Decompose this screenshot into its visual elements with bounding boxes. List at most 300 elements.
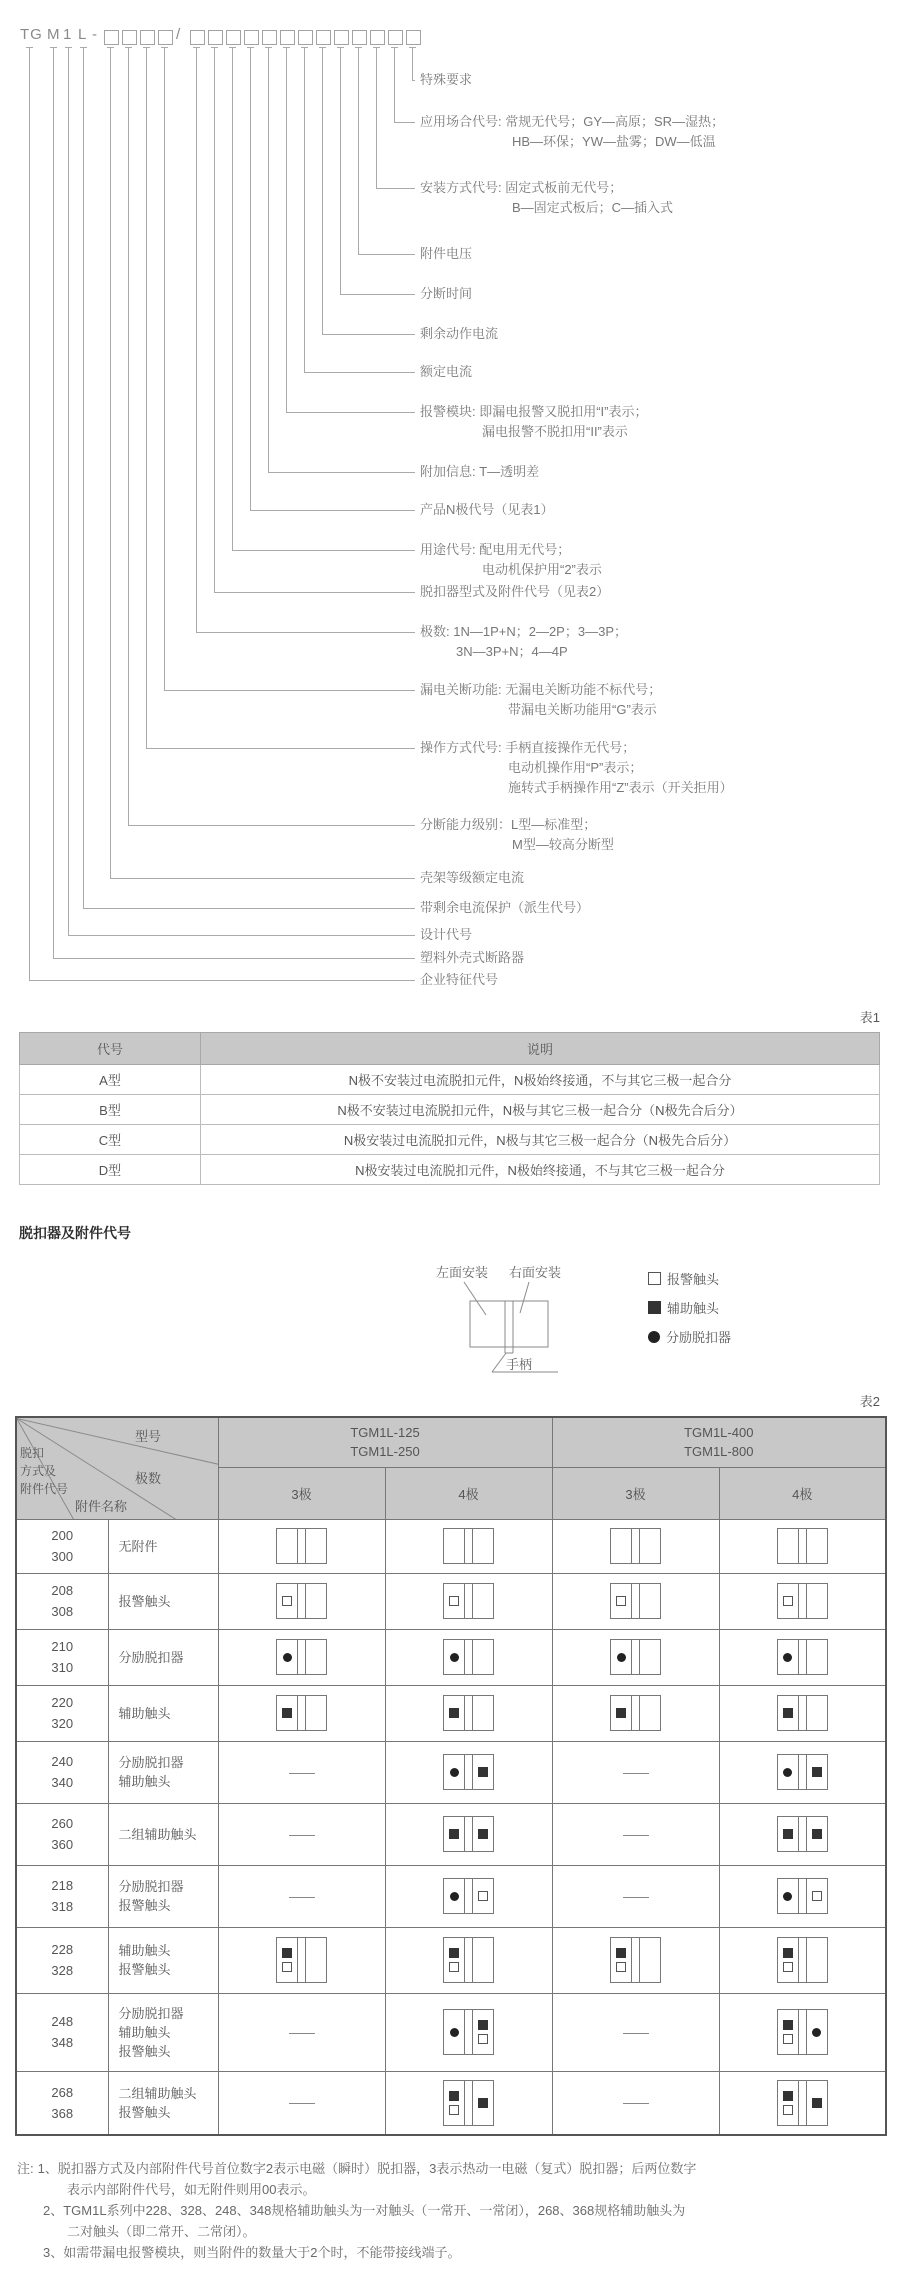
aux-symbol-icon: [783, 2091, 793, 2101]
left-compartment: [277, 1584, 298, 1618]
leader-hline: [53, 958, 415, 959]
note-text: 脱扣器方式及内部附件代号首位数字2表示电磁（瞬时）脱扣器，3表示热动一电磁（复式）脱扣器；后两位数字: [57, 2161, 697, 2176]
model-digit-box: [244, 30, 259, 45]
alarm-symbol-icon: [282, 1962, 292, 1972]
table2-row: [16, 1741, 886, 1803]
leader-hline: [128, 825, 415, 826]
leader-vline: [232, 47, 233, 550]
no-attachment-dash: [289, 2103, 315, 2104]
table1-header-desc: 说明: [201, 1033, 880, 1065]
handle-slot: [298, 1938, 306, 1982]
diagram-label: [420, 112, 724, 152]
right-compartment: [807, 1879, 827, 1913]
table2-symbol-cell: [552, 1573, 719, 1629]
diagram-label-line: 附加信息: T—透明差: [420, 464, 540, 479]
legend-item: [648, 1327, 731, 1346]
attachment-symbol-box: [777, 2009, 828, 2055]
leader-vline: [394, 47, 395, 122]
table2-symbol-cell: [552, 1685, 719, 1741]
leader-hline: [340, 294, 415, 295]
table2-code-cell: [16, 1803, 108, 1865]
right-compartment: [640, 1529, 660, 1563]
diagram-label-line: 剩余动作电流: [420, 326, 499, 341]
leader-vline: [68, 47, 69, 935]
table2-name-cell: [108, 1629, 218, 1685]
code-line: 340: [51, 1775, 74, 1790]
name-line: 二组辅助触头: [118, 2085, 197, 2101]
table2-row: [16, 1629, 886, 1685]
table2-symbol-cell: [552, 1519, 719, 1573]
left-compartment: [611, 1696, 632, 1730]
table2-row: [16, 1927, 886, 1993]
left-compartment: [444, 2081, 465, 2125]
leader-hline: [164, 690, 415, 691]
code-line: 268: [51, 2084, 74, 2100]
table2-name-cell: [108, 1927, 218, 1993]
corner-trip-label-line: 脱扣: [20, 1446, 45, 1460]
handle-slot: [465, 1938, 473, 1982]
leader-hline: [286, 412, 415, 413]
leader-vline: [322, 47, 323, 334]
leader-hline: [394, 122, 415, 123]
table2: [15, 1416, 887, 2136]
right-compartment: [807, 1584, 827, 1618]
table2-symbol-cell: [218, 1685, 385, 1741]
model-digit-box: [122, 30, 137, 45]
table2-name-cell: [108, 1573, 218, 1629]
no-attachment-dash: [289, 1897, 315, 1898]
leader-vline: [268, 47, 269, 472]
name-line: 分励脱扣器: [118, 1755, 184, 1770]
attachment-symbol-box: [443, 1878, 494, 1914]
no-attachment-dash: [623, 2033, 649, 2034]
name-line: 辅助触头: [118, 1943, 171, 1958]
table2-symbol-cell: [552, 1803, 719, 1865]
note-line: 二对触头（即二常开、二常闭）。: [67, 2224, 256, 2239]
attachment-symbol-box: [610, 1583, 661, 1619]
model-digit-box: [140, 30, 155, 45]
handle-slot: [799, 2081, 807, 2125]
diagram-label-line: M型—较高分断型: [512, 837, 614, 852]
handle-slot: [298, 1584, 306, 1618]
alarm-symbol-icon: [783, 2105, 793, 2115]
table2-row: [16, 1803, 886, 1865]
shunt-symbol-icon: [783, 1768, 792, 1777]
alarm-symbol-icon: [616, 1962, 626, 1972]
attachment-symbol-box: [777, 1695, 828, 1731]
table2-symbol-cell: [719, 1573, 886, 1629]
left-compartment: [778, 1584, 799, 1618]
diagram-label-line: 电动机操作用“P”表示；: [508, 760, 643, 775]
table1-row: [20, 1065, 880, 1095]
table1-tag: 表1: [859, 1010, 880, 1025]
aux-symbol-icon: [783, 1948, 793, 1958]
left-compartment: [778, 1879, 799, 1913]
diagram-label-line: 塑料外壳式断路器: [420, 950, 525, 965]
table1-row: [20, 1125, 880, 1155]
right-compartment: [807, 2010, 827, 2054]
left-compartment: [778, 1755, 799, 1789]
left-compartment: [778, 2010, 799, 2054]
note-number: 3、: [43, 2245, 64, 2260]
attachment-symbol-box: [610, 1528, 661, 1564]
left-compartment: [444, 1755, 465, 1789]
leader-hline: [376, 188, 415, 189]
alarm-contact-symbol-icon: [648, 1272, 661, 1285]
attachment-symbol-box: [276, 1583, 327, 1619]
attachment-symbol-box: [777, 1878, 828, 1914]
right-compartment: [473, 1938, 493, 1982]
table1-desc-cell: N极不安装过电流脱扣元件，N极与其它三极一起合分（N极先合后分）: [201, 1095, 880, 1125]
left-compartment: [778, 2081, 799, 2125]
name-line: 分励脱扣器: [118, 1879, 184, 1894]
attachment-symbol-box: [443, 1639, 494, 1675]
model-digit-box: [190, 30, 205, 45]
left-compartment: [778, 1938, 799, 1982]
diagram-label: [420, 244, 472, 264]
diagram-label: [420, 582, 609, 602]
left-compartment: [444, 2010, 465, 2054]
aux-symbol-icon: [812, 1767, 822, 1777]
handle-slot: [799, 1696, 807, 1730]
table2-code-cell: [16, 1993, 108, 2071]
leader-vline: [29, 47, 30, 980]
table2-symbol-cell: [218, 1865, 385, 1927]
table2-corner-inner: [17, 1418, 218, 1519]
alarm-symbol-icon: [449, 2105, 459, 2115]
alarm-symbol-icon: [478, 2034, 488, 2044]
right-compartment: [473, 1817, 493, 1851]
section-heading: 脱扣器及附件代号: [19, 1225, 131, 1241]
shunt-symbol-icon: [450, 1892, 459, 1901]
model-digit-box: [158, 30, 173, 45]
table2-name-cell: [108, 1741, 218, 1803]
model-dash: -: [92, 26, 98, 43]
left-compartment: [444, 1529, 465, 1563]
leader-vline: [412, 47, 413, 80]
attachment-symbol-box: [777, 1528, 828, 1564]
alarm-symbol-icon: [449, 1962, 459, 1972]
table2-symbol-cell: [719, 1803, 886, 1865]
diagram-label-line: 安装方式代号: 固定式板前无代号；: [420, 180, 623, 195]
left-compartment: [611, 1938, 632, 1982]
model-digit-box: [316, 30, 331, 45]
diagram-label: [420, 970, 498, 990]
handle-mount-figure: [0, 1247, 900, 1389]
diagram-label-line: 额定电流: [420, 364, 473, 379]
handle-slot: [799, 1529, 807, 1563]
aux-symbol-icon: [812, 1829, 822, 1839]
left-compartment: [611, 1640, 632, 1674]
handle-slot: [799, 1640, 807, 1674]
table1-desc-cell: N极安装过电流脱扣元件，N极与其它三极一起合分（N极先合后分）: [201, 1125, 880, 1155]
right-compartment: [640, 1938, 660, 1982]
attachment-symbol-box: [276, 1639, 327, 1675]
legend-label: 辅助触头: [667, 1301, 720, 1316]
model-digit-box: [226, 30, 241, 45]
code-line: 228: [51, 1942, 74, 1957]
no-attachment-dash: [289, 1835, 315, 1836]
code-line: 360: [51, 1837, 74, 1852]
attachment-symbol-box: [610, 1937, 661, 1983]
right-compartment: [306, 1938, 326, 1982]
attachment-symbol-box: [443, 1695, 494, 1731]
leader-vline: [110, 47, 111, 878]
model-digit-box: [298, 30, 313, 45]
table1-code-cell: A型: [20, 1065, 201, 1095]
table2-code-cell: [16, 1685, 108, 1741]
corner-trip-label: [20, 1444, 68, 1498]
left-compartment: [611, 1529, 632, 1563]
leader-vline: [214, 47, 215, 592]
right-compartment: [473, 1696, 493, 1730]
handle-slot: [632, 1640, 640, 1674]
diagram-label: [420, 70, 472, 90]
table2-row: [16, 1865, 886, 1927]
left-compartment: [444, 1584, 465, 1618]
code-line: 260: [51, 1816, 74, 1831]
table2-symbol-cell: [552, 1993, 719, 2071]
table1-code-cell: B型: [20, 1095, 201, 1125]
name-line: 辅助触头: [118, 2024, 171, 2040]
leader-vline: [250, 47, 251, 510]
table2-symbol-cell: [218, 1519, 385, 1573]
leader-vline: [376, 47, 377, 188]
code-line: 200: [51, 1528, 74, 1543]
attachment-symbol-box: [610, 1639, 661, 1675]
table2-row: [16, 1573, 886, 1629]
handle-slot: [465, 1817, 473, 1851]
table2-symbol-cell: [385, 1629, 552, 1685]
diagram-label-line: 报警模块: 即漏电报警又脱扣用“I”表示；: [420, 404, 648, 419]
name-line: 报警触头: [118, 1593, 171, 1609]
diagram-label-line: 应用场合代号: 常规无代号；GY—高原；SR—湿热；: [420, 114, 725, 129]
attachment-symbol-box: [610, 1695, 661, 1731]
diagram-label: [420, 680, 661, 720]
right-compartment: [306, 1584, 326, 1618]
model-digit-box: [352, 30, 367, 45]
table2-symbol-cell: [719, 2071, 886, 2135]
table2-pole-header: 4极: [719, 1467, 886, 1519]
handle-label: 手柄: [506, 1357, 533, 1372]
alarm-symbol-icon: [783, 2034, 793, 2044]
model-digit-box: [370, 30, 385, 45]
diagram-label-line: 企业特征代号: [420, 972, 499, 987]
table2-code-cell: [16, 1865, 108, 1927]
aux-symbol-icon: [478, 1767, 488, 1777]
handle-slot: [799, 1817, 807, 1851]
table1-desc-cell: N极安装过电流脱扣元件，N极始终接通，不与其它三极一起合分: [201, 1155, 880, 1185]
left-mount-label: 左面安装: [436, 1265, 489, 1280]
diagram-label: [420, 178, 673, 218]
leader-vline: [146, 47, 147, 748]
legend-label: 分励脱扣器: [666, 1330, 732, 1345]
legend-item: [648, 1269, 731, 1288]
table2-name-cell: [108, 2071, 218, 2135]
table2-pole-header: 3极: [552, 1467, 719, 1519]
corner-trip-label-line: 附件代号: [20, 1482, 69, 1496]
attachment-symbol-box: [777, 2080, 828, 2126]
handle-slot: [465, 1879, 473, 1913]
table2-symbol-cell: [719, 1741, 886, 1803]
right-compartment: [807, 1755, 827, 1789]
code-line: 308: [51, 1604, 74, 1619]
leader-vline: [83, 47, 84, 908]
model-digit-box: [208, 30, 223, 45]
table2-name-cell: [108, 1519, 218, 1573]
code-line: 208: [51, 1583, 74, 1598]
leader-vline: [286, 47, 287, 412]
table2-code-cell: [16, 1629, 108, 1685]
name-line: 报警触头: [118, 2104, 171, 2120]
corner-attachment-label: 附件名称: [75, 1499, 128, 1514]
table1-header-code: 代号: [20, 1033, 201, 1065]
leader-hline: [358, 254, 415, 255]
diagram-label-line: 用途代号: 配电用无代号；: [420, 542, 571, 557]
table2-symbol-cell: [385, 1865, 552, 1927]
left-compartment: [611, 1584, 632, 1618]
leader-hline: [232, 550, 415, 551]
handle-slot: [799, 1584, 807, 1618]
alarm-symbol-icon: [812, 1891, 822, 1901]
code-line: 320: [51, 1716, 74, 1731]
table2-symbol-cell: [218, 1741, 385, 1803]
diagram-label: [420, 402, 648, 442]
name-line: 分励脱扣器: [118, 1649, 184, 1665]
shunt-symbol-icon: [450, 1768, 459, 1777]
right-compartment: [807, 2081, 827, 2125]
table2-pole-header: 3极: [218, 1467, 385, 1519]
right-mount-label: 右面安装: [509, 1265, 562, 1280]
model-prefix-char: L: [78, 26, 88, 43]
left-compartment: [444, 1817, 465, 1851]
right-compartment: [640, 1640, 660, 1674]
right-compartment: [473, 1584, 493, 1618]
no-attachment-dash: [623, 2103, 649, 2104]
table2-code-cell: [16, 2071, 108, 2135]
alarm-symbol-icon: [616, 1596, 626, 1606]
diagram-label-line: 脱扣器型式及附件代号（见表2）: [420, 584, 610, 599]
code-line: 218: [51, 1878, 74, 1893]
aux-symbol-icon: [449, 1708, 459, 1718]
left-compartment: [444, 1938, 465, 1982]
attachment-symbol-box: [276, 1937, 327, 1983]
model-group-line: TGM1L-800: [684, 1444, 754, 1460]
model-group-line: TGM1L-250: [350, 1444, 420, 1460]
aux-symbol-icon: [783, 1829, 793, 1839]
symbol-legend: [648, 1269, 731, 1356]
diagram-label-line: B—固定式板后；C—插入式: [512, 200, 674, 215]
note-line: 表示内部附件代号，如无附件则用00表示。: [67, 2182, 316, 2197]
model-digit-box: [280, 30, 295, 45]
table2-symbol-cell: [218, 1629, 385, 1685]
diagram-label: [420, 738, 733, 798]
code-line: 318: [51, 1899, 74, 1914]
handle-slot: [799, 1879, 807, 1913]
leader-hline: [29, 980, 415, 981]
table2-name-cell: [108, 1803, 218, 1865]
right-compartment: [807, 1817, 827, 1851]
note-text: TGM1L系列中228、328、248、348规格辅助触头为一对触头（一常开、一常闭），268、368规格辅助触头为: [63, 2203, 686, 2218]
right-compartment: [306, 1696, 326, 1730]
attachment-symbol-box: [777, 1583, 828, 1619]
handle-slot: [465, 1640, 473, 1674]
diagram-label: [420, 898, 589, 918]
aux-symbol-icon: [449, 1948, 459, 1958]
diagram-label: [420, 868, 524, 888]
diagram-label: [420, 362, 472, 382]
name-line: 报警触头: [118, 2043, 171, 2059]
model-digit-box: [104, 30, 119, 45]
table2-symbol-cell: [218, 1993, 385, 2071]
table2-row: [16, 1685, 886, 1741]
handle-slot: [298, 1640, 306, 1674]
leader-hline: [146, 748, 415, 749]
model-group-line: TGM1L-400: [684, 1425, 754, 1441]
table2-symbol-cell: [719, 1685, 886, 1741]
shunt-symbol-icon: [783, 1892, 792, 1901]
name-line: 辅助触头: [118, 1705, 171, 1721]
aux-symbol-icon: [449, 2091, 459, 2101]
diagram-label: [420, 540, 602, 580]
diagram-label-line: 特殊要求: [420, 72, 473, 87]
leader-vline: [164, 47, 165, 690]
handle-slot: [632, 1696, 640, 1730]
diagram-label: [420, 500, 554, 520]
right-compartment: [473, 2081, 493, 2125]
table2-model-group-header: [552, 1417, 886, 1467]
code-line: 368: [51, 2105, 74, 2121]
leader-hline: [322, 334, 415, 335]
name-line: 二组辅助触头: [118, 1826, 197, 1842]
attachment-symbol-box: [443, 2009, 494, 2055]
aux-symbol-icon: [478, 1829, 488, 1839]
attachment-symbol-box: [276, 1528, 327, 1564]
left-compartment: [277, 1529, 298, 1563]
table2-symbol-cell: [218, 2071, 385, 2135]
table2-name-cell: [108, 1685, 218, 1741]
leader-hline: [68, 935, 415, 936]
handle-slot: [465, 1584, 473, 1618]
table2-symbol-cell: [719, 1519, 886, 1573]
alarm-symbol-icon: [478, 1891, 488, 1901]
right-compartment: [473, 1640, 493, 1674]
handle-slot: [465, 1529, 473, 1563]
corner-trip-label-line: 方式及: [20, 1464, 57, 1478]
handle-slot: [799, 1938, 807, 1982]
leader-hline: [250, 510, 415, 511]
table2-symbol-cell: [385, 1519, 552, 1573]
table2-symbol-cell: [719, 1927, 886, 1993]
aux-symbol-icon: [478, 2098, 488, 2108]
no-attachment-dash: [289, 2033, 315, 2034]
leader-hline: [268, 472, 415, 473]
code-line: 248: [51, 2014, 74, 2029]
right-compartment: [473, 1529, 493, 1563]
table2-name-cell: [108, 1993, 218, 2071]
model-digit-box: [406, 30, 421, 45]
name-line: 报警触头: [118, 1898, 171, 1913]
attachment-symbol-box: [276, 1695, 327, 1731]
diagram-label-line: 施转式手柄操作用“Z”表示（开关拒用）: [508, 780, 733, 795]
table1-code-cell: C型: [20, 1125, 201, 1155]
model-prefix-char: TG: [20, 26, 43, 43]
table2-symbol-cell: [552, 1741, 719, 1803]
diagram-label: [420, 324, 498, 344]
table2-corner-header: [16, 1417, 218, 1519]
alarm-symbol-icon: [449, 1596, 459, 1606]
table2-symbol-cell: [719, 1629, 886, 1685]
